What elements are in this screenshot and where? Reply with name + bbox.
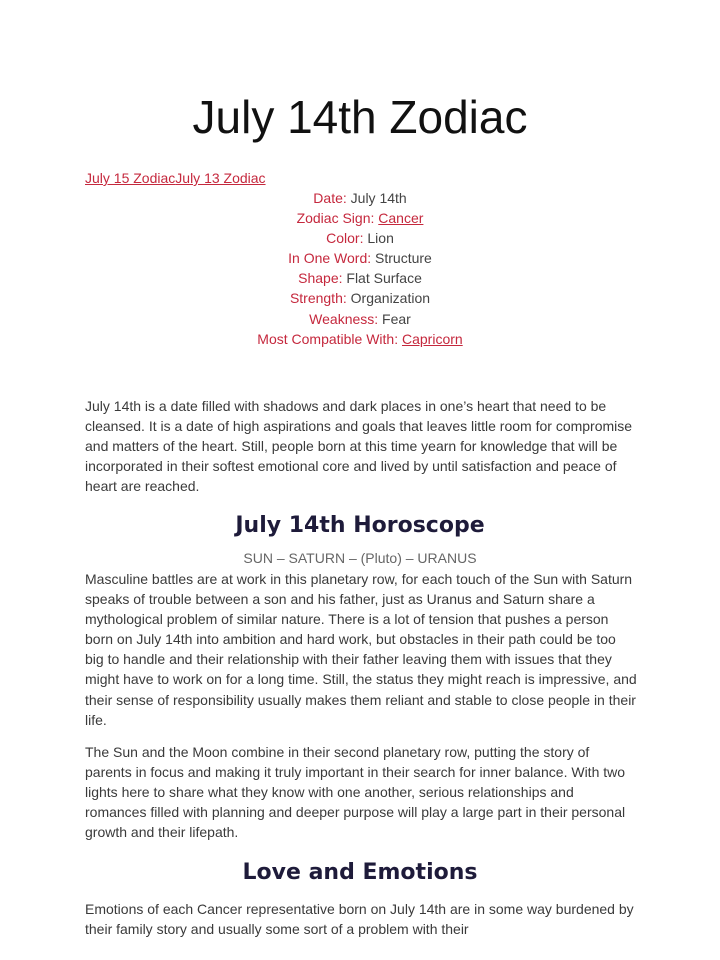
fact-key: Strength: — [289, 290, 347, 307]
love-heading: Love and Emotions — [242, 860, 478, 885]
fact-zodiac-sign — [0, 208, 720, 228]
fact-date — [0, 188, 720, 208]
intro-paragraph: July 14th is a date filled with shadows and dark places in one’s heart that need to be cleansed. It is a date of high aspirations and goals that leaves little room for compromise and matters of the heart. Still, people born at this time yearn for knowledge that will be incorporated in their softest emotional core and lived by until satisfaction and peace of heart are reached. — [85, 398, 633, 495]
capricorn-link[interactable]: Capricorn — [402, 330, 463, 347]
fact-key: Shape: — [298, 270, 343, 287]
fact-color — [0, 228, 720, 248]
fact-value: Flat Surface — [346, 270, 422, 287]
fact-weakness — [0, 309, 720, 329]
horoscope-heading: July 14th Horoscope — [235, 513, 485, 538]
fact-strength — [0, 288, 720, 308]
page-title: July 14th Zodiac — [192, 91, 528, 143]
fact-key: In One Word: — [288, 250, 372, 267]
horoscope-paragraph-1: Masculine battles are at work in this planetary row, for each touch of the Sun with Saturn speaks of trouble between a son and his father, just as Uranus and Saturn share a mythological problem of similar nature. There is a lot of tension that pushes a person born on July 14th into ambition and hard work, but obstacles in their path could be too big to handle and their relationship with their father leaving them with issues that they might have to work on for a long time. Still, the status they might reach is impressive, and their sense of responsibility usually makes them reliant and stable to close people in their life. — [85, 571, 637, 728]
fact-value: Structure — [375, 250, 432, 267]
fact-compatible — [0, 329, 720, 349]
fact-key: Date: — [313, 190, 347, 206]
cancer-link[interactable]: Cancer — [378, 210, 424, 227]
fact-value: July 14th — [350, 190, 407, 206]
fact-key: Most Compatible With: — [257, 330, 399, 347]
fact-key: Weakness: — [309, 310, 379, 327]
fact-key: Zodiac Sign: — [296, 210, 375, 227]
fact-value: Fear — [382, 310, 411, 327]
next-day-link[interactable]: July 15 Zodiac — [85, 170, 176, 186]
zodiac-nav-links — [85, 168, 266, 188]
horoscope-paragraph-2: The Sun and the Moon combine in their second planetary row, putting the story of parents in focus and making it truly important in their search for inner balance. With two lights here to share what they know with one another, serious relationships and romances filled with planning and deeper purpose will play a large part in their personal growth and their lifepath. — [85, 744, 626, 841]
previous-day-link[interactable]: July 13 Zodiac — [175, 170, 266, 186]
fact-key: Color: — [326, 230, 364, 247]
fact-value: Organization — [350, 290, 431, 307]
fact-one-word — [0, 248, 720, 268]
fact-shape — [0, 268, 720, 288]
zodiac-facts — [0, 188, 720, 349]
fact-value: Lion — [367, 230, 394, 247]
love-paragraph: Emotions of each Cancer representative born on July 14th are in some way burdened by their family story and usually some sort of a problem with their — [85, 901, 634, 938]
planet-row: SUN – SATURN – (Pluto) – URANUS — [243, 550, 477, 566]
